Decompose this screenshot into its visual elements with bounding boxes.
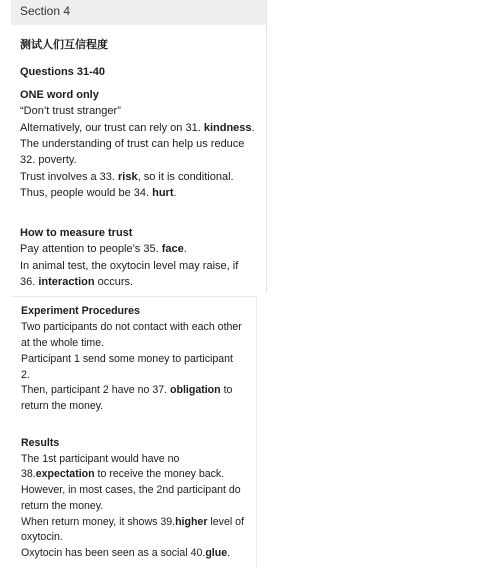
q38-number: 38. (21, 468, 36, 480)
q37-text: Then, participant 2 have no 37. (21, 384, 171, 396)
answer-34: hurt (152, 187, 174, 199)
q39-text: When return money, it shows 39. (21, 516, 176, 528)
line-first-participant: The 1st participant would have no (21, 453, 180, 465)
q39-rest: level of (207, 516, 244, 528)
line-q33 (20, 170, 234, 184)
line-q36 (20, 275, 133, 289)
subheading-one-word: ONE word only (20, 89, 99, 101)
line-number-2: 2. (21, 369, 30, 381)
q35-text: Pay attention to people’s 35. (20, 243, 162, 255)
q31-punct: . (251, 122, 255, 134)
line-q40 (21, 546, 230, 560)
q31-text: Alternatively, our trust can rely on 31. (20, 122, 204, 134)
answer-38: expectation (35, 468, 95, 480)
q35-punct: . (183, 243, 187, 255)
line-two-participants: Two participants do not contact with each other (21, 321, 242, 333)
line-oxytocin: oxytocin. (21, 531, 63, 543)
answer-36: interaction (38, 276, 95, 288)
heading-experiment-procedures: Experiment Procedures (21, 305, 140, 317)
questions-heading: Questions 31-40 (20, 66, 105, 78)
q40-punct: . (227, 547, 231, 559)
q40-text: Oxytocin has been seen as a social 40. (21, 547, 206, 559)
line-q32: 32. poverty. (20, 154, 77, 166)
answer-39: higher (175, 516, 208, 528)
answer-37: obligation (170, 384, 221, 396)
line-dont-trust: “Don’t trust stranger” (20, 105, 121, 117)
answer-40: glue (205, 547, 228, 559)
line-q31 (20, 121, 255, 135)
line-q37 (21, 383, 232, 397)
q34-text: Thus, people would be 34. (20, 187, 153, 199)
q37-rest: to (220, 384, 233, 396)
line-understanding: The understanding of trust can help us reduce (20, 138, 245, 150)
answer-31: kindness (203, 122, 252, 134)
chinese-title: 测试人们互信程度 (20, 38, 108, 51)
line-animal-test: In animal test, the oxytocin level may raise, if (20, 260, 239, 272)
line-q38 (21, 467, 224, 481)
q36-number: 36. (20, 276, 39, 288)
line-return-the-money: return the money. (21, 500, 104, 512)
line-q35 (20, 242, 187, 256)
heading-results: Results (21, 437, 60, 449)
answer-35: face (161, 243, 184, 255)
q33-text: Trust involves a 33. (20, 171, 119, 183)
section-header-bar (11, 0, 266, 25)
q34-punct: . (173, 187, 177, 199)
line-whole-time: at the whole time. (21, 337, 105, 349)
q33-rest: , so it is conditional. (137, 171, 234, 183)
line-q39 (21, 515, 244, 529)
line-q34 (20, 186, 177, 200)
q36-rest: occurs. (94, 276, 134, 288)
line-return-money: return the money. (21, 400, 104, 412)
line-participant-1: Participant 1 send some money to participant (21, 353, 233, 365)
section-title: Section 4 (20, 4, 71, 18)
answer-33: risk (118, 171, 138, 183)
q38-rest: to receive the money back. (94, 468, 225, 480)
line-however: However, in most cases, the 2nd participant do (21, 484, 241, 496)
heading-how-to-measure: How to measure trust (20, 227, 133, 239)
